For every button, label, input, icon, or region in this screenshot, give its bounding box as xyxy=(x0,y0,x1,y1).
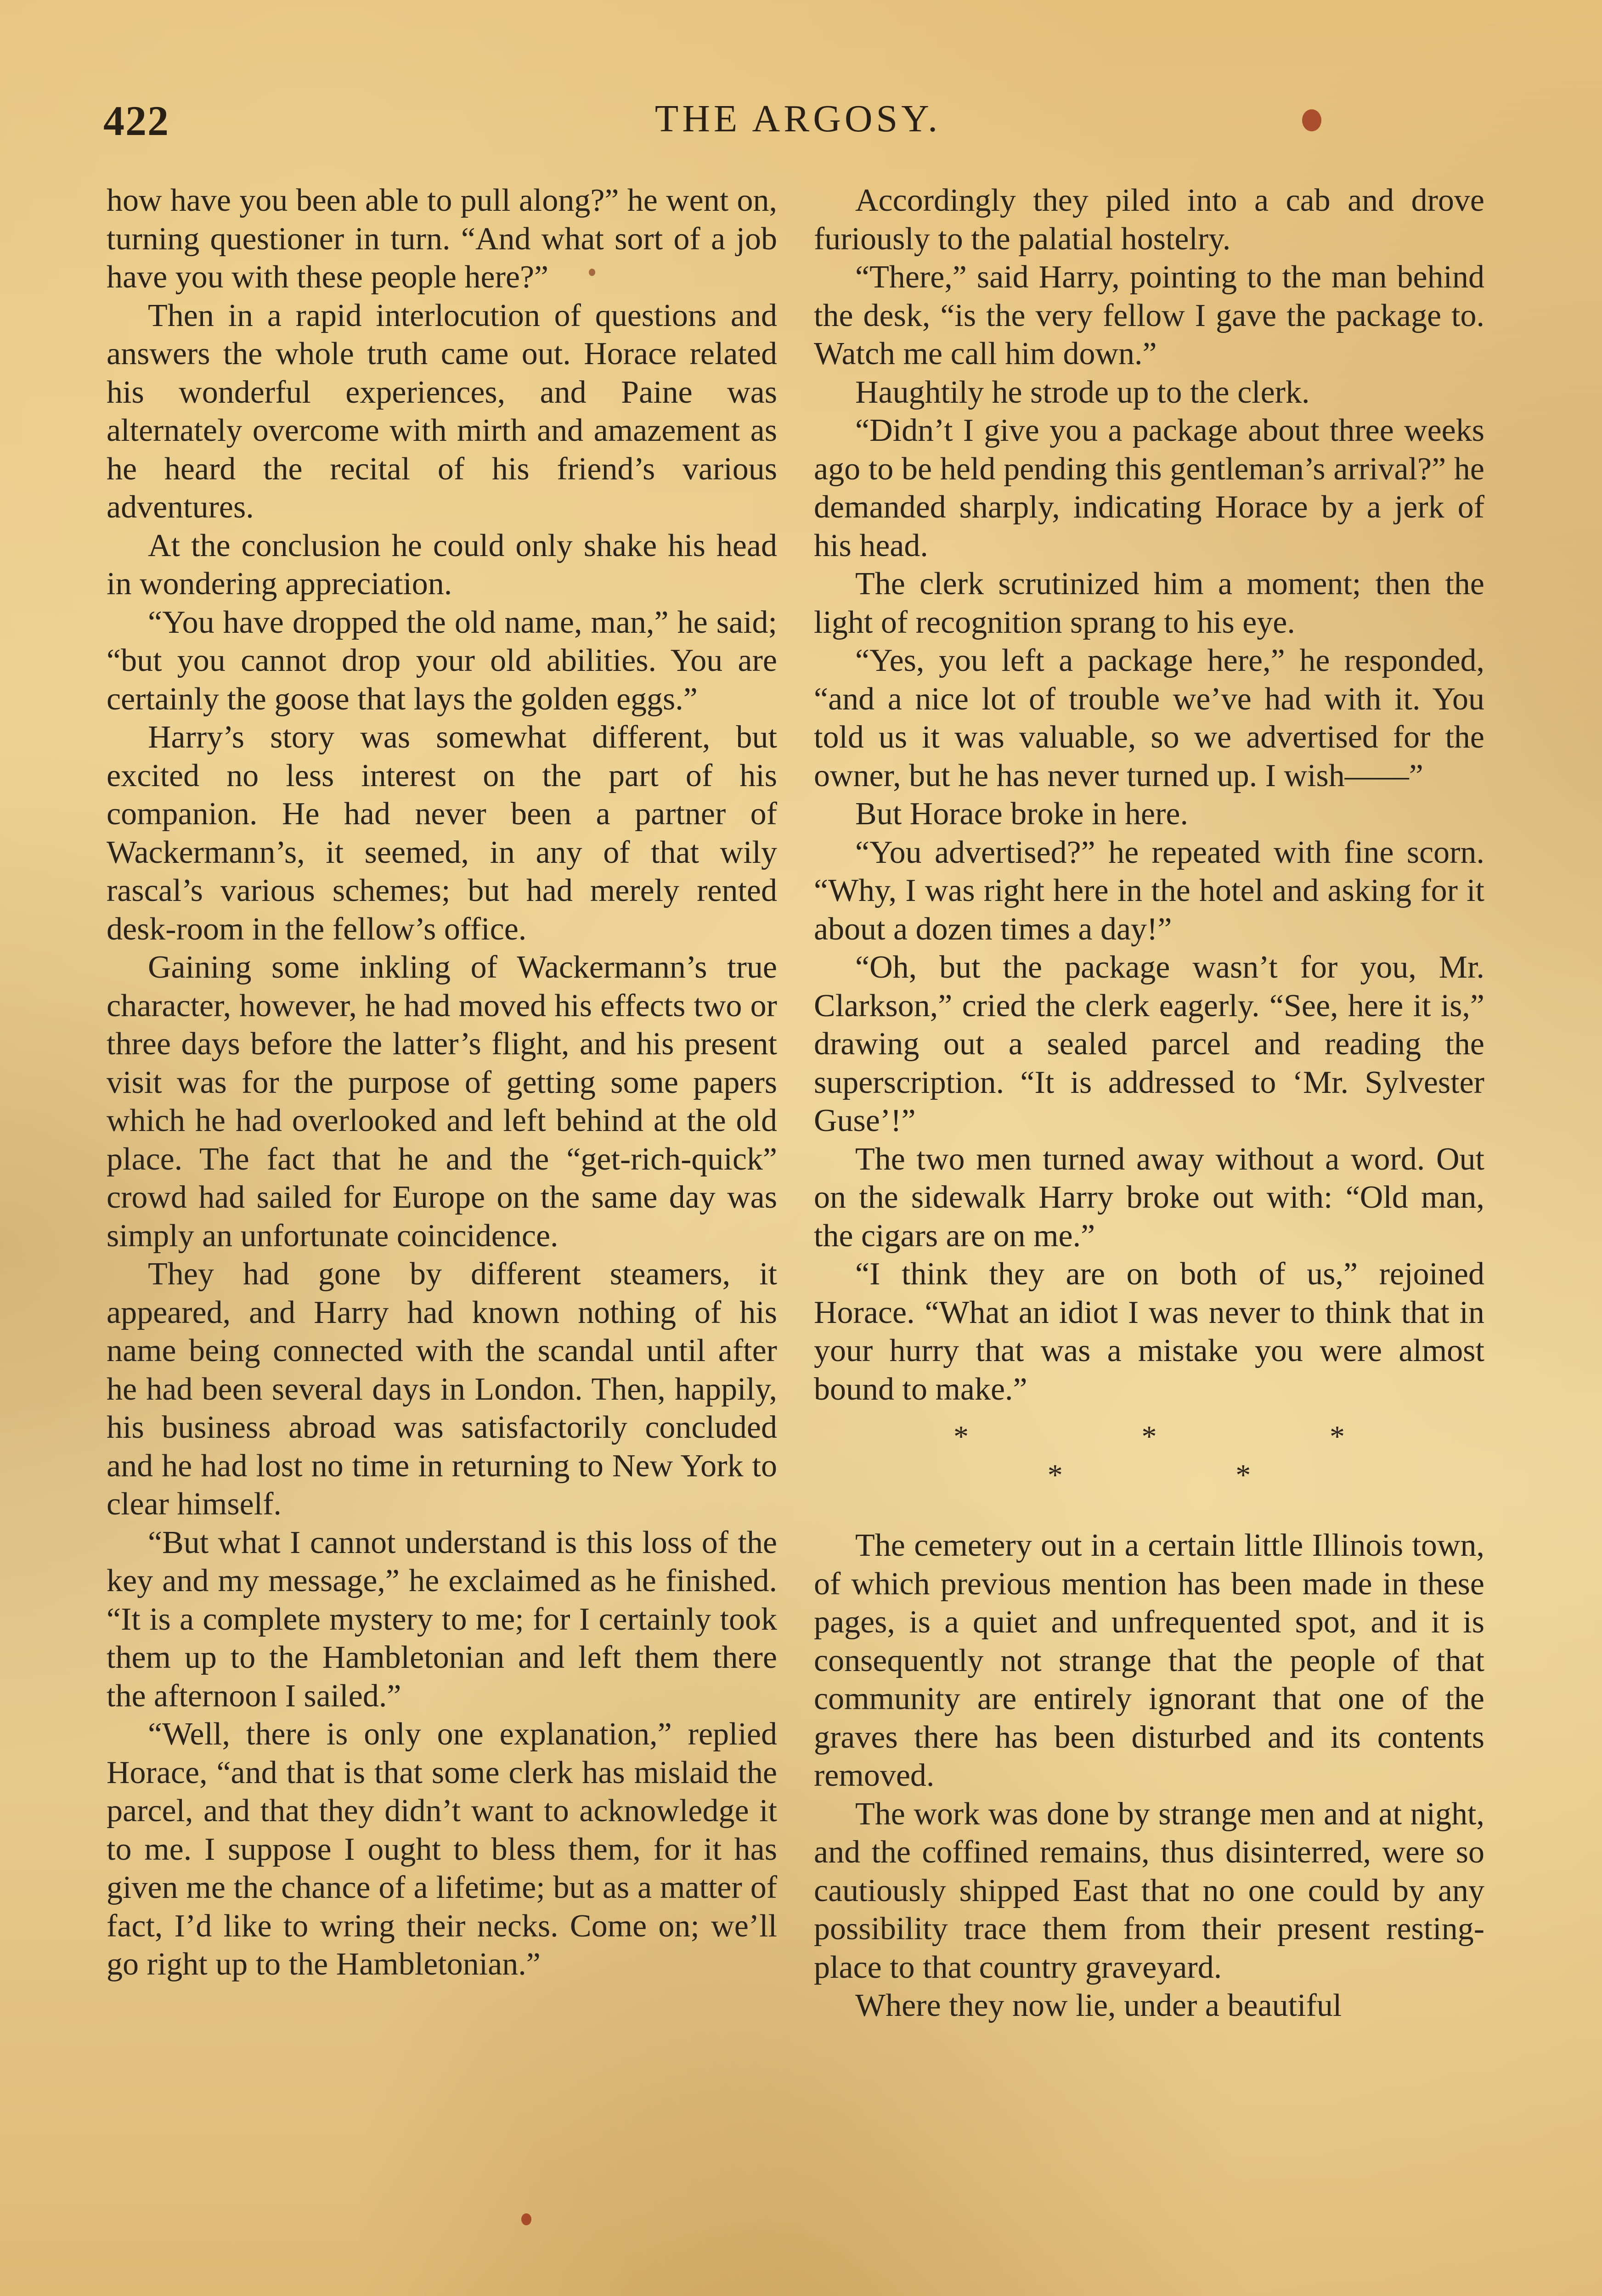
left-column xyxy=(107,181,777,1984)
paragraph: Accordingly they piled into a cab and drove furiously to the palatial hostelry. xyxy=(814,183,1484,257)
running-title: THE ARGOSY. xyxy=(654,97,942,140)
paragraph: Harry’s story was somewhat different, but excited no less interest on the part of his companion. He had never been a partner of Wackermann’s, it seemed, in any of that wily rascal’s various schemes; but had merely rented desk-room in the fellow’s office. xyxy=(107,720,777,947)
paragraph: “I think they are on both of us,” rejoined Horace. “What an idiot I was never to think that in your hurry that was a mistake you were almost bound to make.” xyxy=(814,1256,1484,1407)
section-break: * * * * * xyxy=(953,1420,1427,1492)
paragraph: At the conclusion he could only shake his head in wondering appreciation. xyxy=(107,528,777,602)
paragraph: Haughtily he strode up to the clerk. xyxy=(855,374,1310,410)
paragraph: “You advertised?” he repeated with fine scorn. “Why, I was right here in the hotel and asking for it about a dozen times a day!” xyxy=(814,834,1484,947)
paragraph: Gaining some inkling of Wackermann’s true character, however, he had moved his effects two or three days before the latter’s flight, and his present visit was for the purpose of getting some papers which he had overlooked and left behind at the old place. The fact that he and the “get-rich-quick” crowd had sailed for Europe on the same day was simply an unfortunate coincidence. xyxy=(107,950,777,1254)
paragraph: how have you been able to pull along?” he went on, turning questioner in turn. “And what sort of a job have you with these people here?” xyxy=(107,183,777,295)
paragraph: Then in a rapid interlocution of questions and answers the whole truth came out. Horace related his wonderful experiences, and Paine was alternately overcome with mirth and amazement as he heard the recital of his friend’s various adventures. xyxy=(107,298,777,525)
paragraph: The work was done by strange men and at night, and the coffined remains, thus disinterred, were so cautiously shipped East that no one could by any possibility trace them from their present resting-place to that country graveyard. xyxy=(814,1796,1484,1985)
paragraph: But Horace broke in here. xyxy=(855,796,1188,832)
paragraph: “You have dropped the old name, man,” he said; “but you cannot drop your old abilities. You are certainly the goose that lays the golden eggs.” xyxy=(107,604,777,717)
page-number: 422 xyxy=(103,97,169,144)
paragraph: The cemetery out in a certain little Illinois town, of which previous mention has been made in these pages, is a quiet and unfrequented spot, and it is consequently not strange that the people of that community are entirely ignorant that one of the graves there has been disturbed and its contents removed. xyxy=(814,1528,1484,1793)
paragraph: “Yes, you left a package here,” he responded, “and a nice lot of trouble we’ve had with it. You told us it was valuable, so we advertised for the owner, but he has never turned up. I wish——” xyxy=(814,643,1484,793)
paragraph: The two men turned away without a word. Out on the sidewalk Harry broke out with: “Old man, the cigars are on me.” xyxy=(814,1141,1484,1254)
right-column xyxy=(814,181,1484,2025)
ink-spot xyxy=(521,2213,531,2225)
paragraph: “Well, there is only one explanation,” replied Horace, “and that is that some clerk has mislaid the parcel, and that they didn’t want to acknowledge it to me. I suppose I ought to bless them, for it has given me the chance of a lifetime; but as a matter of fact, I’d like to wring their necks. Come on; we’ll go right up to the Hambletonian.” xyxy=(107,1716,777,1982)
paragraph: “But what I cannot understand is this loss of the key and my message,” he exclaimed as he finished. “It is a complete mystery to me; for I certainly took them up to the Hambletonian and left them there the afternoon I sailed.” xyxy=(107,1525,777,1714)
paragraph: “Didn’t I give you a package about three weeks ago to be held pending this gentleman’s arrival?” he demanded sharply, indicating Horace by a jerk of his head. xyxy=(814,413,1484,563)
page-header xyxy=(103,96,1493,152)
ink-spot xyxy=(589,269,595,276)
paragraph: The clerk scrutinized him a moment; then the light of recognition sprang to his eye. xyxy=(814,566,1484,640)
ink-spot xyxy=(1302,109,1321,131)
paragraph: They had gone by different steamers, it appeared, and Harry had known nothing of his name being connected with the scandal until after he had been several days in London. Then, happily, his business abroad was satisfactorily concluded and he had lost no time in returning to New York to clear himself. xyxy=(107,1256,777,1522)
paragraph: “There,” said Harry, pointing to the man behind the desk, “is the very fellow I gave the package to. Watch me call him down.” xyxy=(814,259,1484,371)
paragraph: Where they now lie, under a beautiful xyxy=(855,1988,1342,2023)
paragraph: “Oh, but the package wasn’t for you, Mr. Clarkson,” cried the clerk eagerly. “See, here it is,” drawing out a sealed parcel and reading the superscription. “It is addressed to ‘Mr. Sylvester Guse’!” xyxy=(814,950,1484,1138)
